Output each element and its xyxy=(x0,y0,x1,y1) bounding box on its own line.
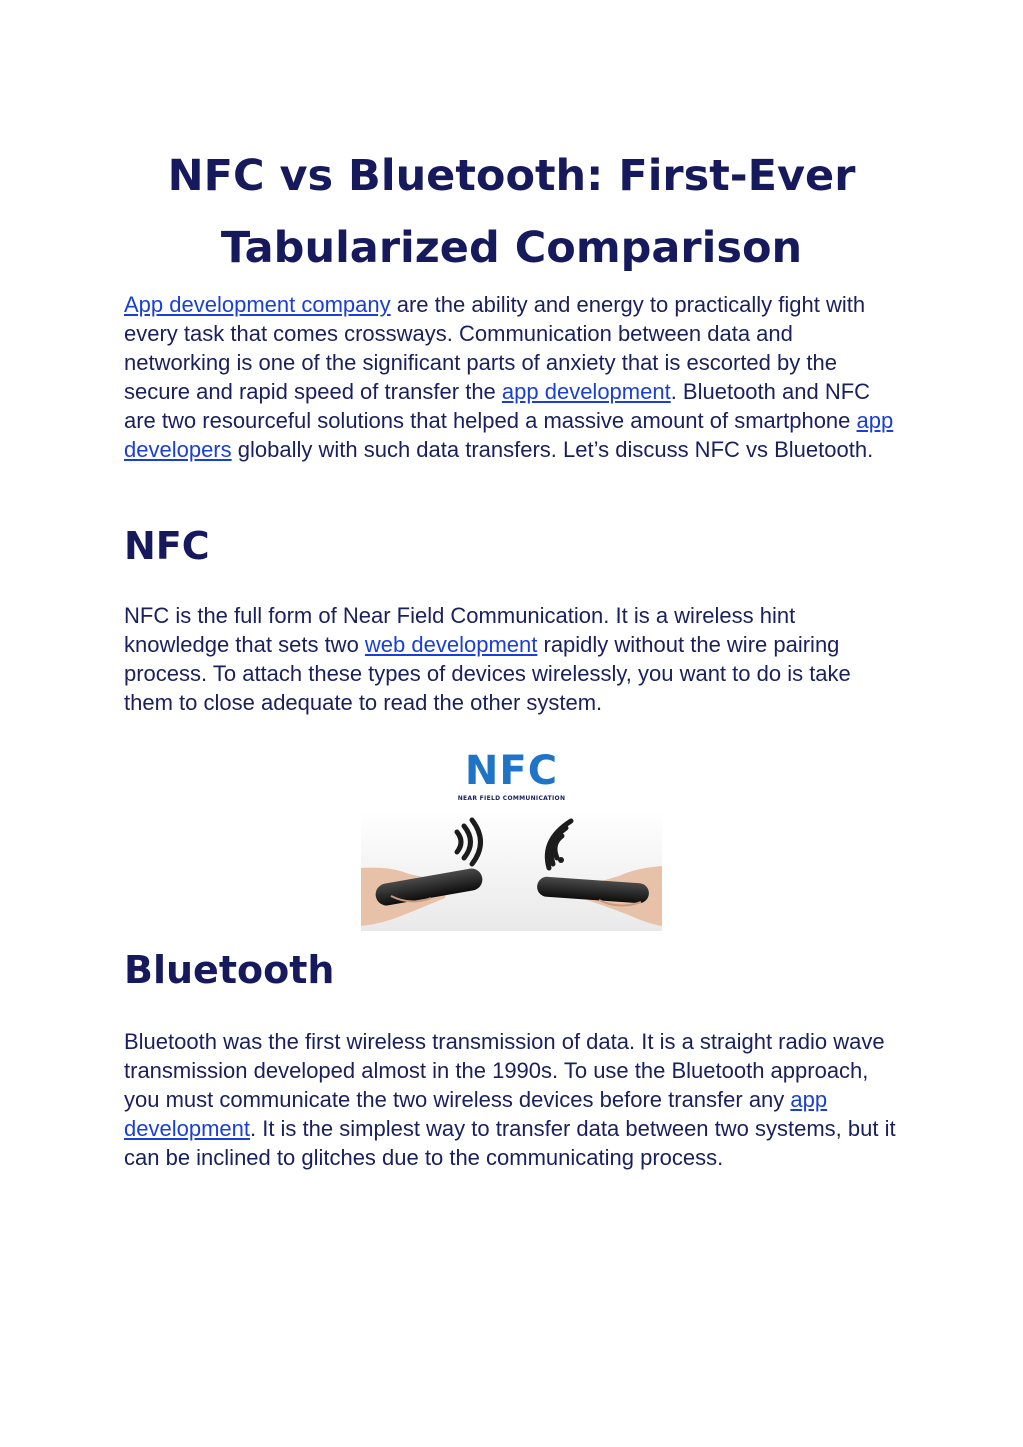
web-development-link[interactable]: web development xyxy=(364,632,538,657)
nfc-heading: NFC xyxy=(124,524,210,568)
nfc-text-2: rapidly without the wire pairing process. To attach these types of devices wirelessly, you want to do is take them to close adequate to read the other system. xyxy=(124,632,851,715)
nfc-text-1: NFC is the full form of Near Field Communication. It is a wireless hint knowledge that sets two xyxy=(124,603,796,657)
nfc-logo-subtitle: NEAR FIELD COMMUNICATION xyxy=(457,795,566,802)
nfc-phones-illustration-icon xyxy=(361,748,662,931)
app-developers-link[interactable]: app developers xyxy=(124,408,894,462)
bluetooth-app-development-link[interactable]: app development xyxy=(124,1087,828,1141)
intro-text-3: globally with such data transfers. Let’s discuss NFC vs Bluetooth. xyxy=(231,437,874,462)
title-line-2: Tabularized Comparison xyxy=(220,223,803,273)
intro-text-2: . Bluetooth and NFC are two resourceful solutions that helped a massive amount of smartphone xyxy=(124,379,871,433)
intro-paragraph xyxy=(124,290,904,464)
page-title xyxy=(124,140,899,284)
bluetooth-paragraph xyxy=(124,1027,904,1172)
title-line-1: NFC vs Bluetooth: First-Ever xyxy=(167,151,856,201)
bluetooth-text-2: . It is the simplest way to transfer data between two systems, but it can be inclined to glitches due to the communicating process. xyxy=(124,1116,896,1170)
bluetooth-text-1: Bluetooth was the first wireless transmission of data. It is a straight radio wave transmission developed almost in the 1990s. To use the Bluetooth approach, you must communicate the two wireless devices before transfer any xyxy=(124,1029,885,1112)
app-development-link[interactable]: app development xyxy=(501,379,671,404)
intro-text-1: are the ability and energy to practically fight with every task that comes crossways. Communication between data and networking is one of the significant parts of anxiety that is escorted by the secure and rapid speed of transfer the xyxy=(124,292,866,404)
bluetooth-heading: Bluetooth xyxy=(124,948,335,992)
app-development-company-link[interactable]: App development company xyxy=(124,292,391,317)
nfc-figure xyxy=(361,748,662,931)
nfc-logo-text: NFC xyxy=(464,748,559,794)
nfc-paragraph xyxy=(124,601,904,717)
